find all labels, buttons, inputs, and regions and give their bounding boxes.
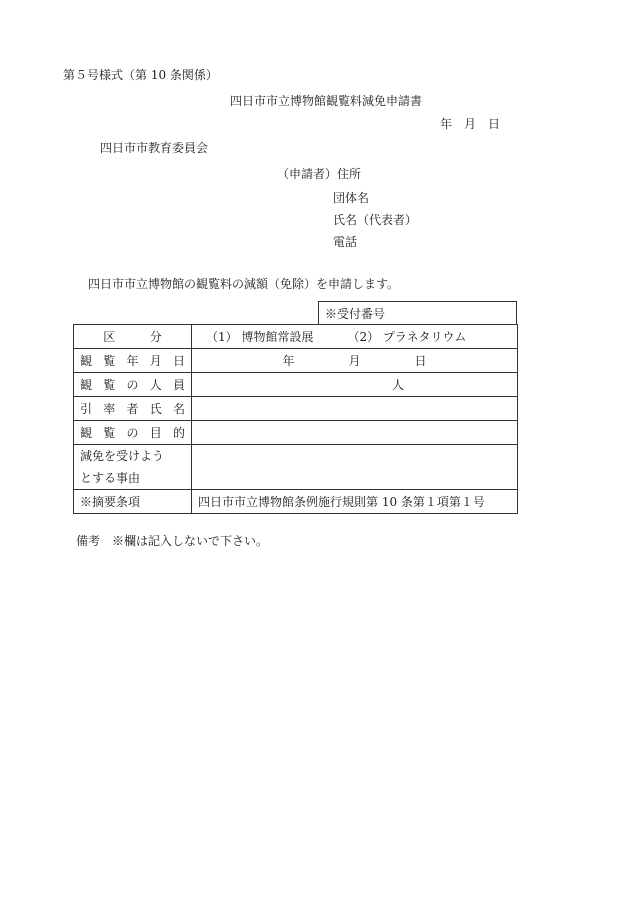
visitors-value-cell[interactable] <box>192 373 518 397</box>
remarks: 備考 ※欄は記入しないで下さい。 <box>76 534 269 548</box>
table-row-leader <box>74 397 518 421</box>
visit-year-unit: 年 <box>282 353 295 368</box>
label-char: 日 <box>172 353 185 368</box>
label-char: 引 <box>80 401 93 416</box>
category-option-museum[interactable]: （1） 博物館常設展 <box>206 329 314 344</box>
label-char: の <box>126 377 139 392</box>
table-row-visitors <box>74 373 518 397</box>
reason-label-line1: 減免を受けよう <box>80 449 165 463</box>
label-char: 氏 <box>149 401 162 416</box>
label-char: の <box>126 425 139 440</box>
summary-value-cell <box>192 490 518 514</box>
leader-value-cell[interactable] <box>192 397 518 421</box>
category-value-cell[interactable] <box>192 325 518 349</box>
label-char: 月 <box>149 353 162 368</box>
leader-label-cell <box>74 397 192 421</box>
reason-label-line2: とする事由 <box>80 471 141 485</box>
label-char: 目 <box>149 425 162 440</box>
table-row-visit-date <box>74 349 518 373</box>
category-option-planetarium[interactable]: （2） プラネタリウム <box>347 329 467 344</box>
label-char: 的 <box>172 425 185 440</box>
label-char: 率 <box>103 401 116 416</box>
purpose-label-cell <box>74 421 192 445</box>
document-title: 四日市市立博物館観覧料減免申請書 <box>230 94 423 108</box>
label-char: 者 <box>126 401 139 416</box>
visit-month-unit: 月 <box>348 353 361 368</box>
reason-label-cell <box>74 445 192 490</box>
applicant-address-label: （申請者）住所 <box>277 167 362 181</box>
visitors-label-cell <box>74 373 192 397</box>
category-label-char: 区 <box>103 329 116 344</box>
label-char: 覧 <box>103 377 116 392</box>
label-char: 覧 <box>103 425 116 440</box>
form-number: 第５号様式（第 10 条関係） <box>63 68 218 82</box>
addressee: 四日市市教育委員会 <box>100 141 209 155</box>
label-char: 覧 <box>103 353 116 368</box>
applicant-group-label: 団体名 <box>333 191 370 205</box>
reason-value-cell[interactable] <box>192 445 518 490</box>
receipt-number-box <box>318 301 517 324</box>
receipt-number-label: ※受付番号 <box>325 307 386 321</box>
label-char: 観 <box>80 425 93 440</box>
applicant-phone-label: 電話 <box>333 235 358 249</box>
label-char: 人 <box>149 377 162 392</box>
summary-label: ※摘要条項 <box>80 494 141 509</box>
label-char: 観 <box>80 377 93 392</box>
application-date: 年 月 日 <box>440 117 501 131</box>
visit-date-label-cell <box>74 349 192 373</box>
label-char: 員 <box>172 377 185 392</box>
category-label-cell <box>74 325 192 349</box>
table-row-reason <box>74 445 518 490</box>
table-row-category <box>74 325 518 349</box>
table-row-purpose <box>74 421 518 445</box>
summary-label-cell <box>74 490 192 514</box>
label-char: 観 <box>80 353 93 368</box>
label-char: 名 <box>172 401 185 416</box>
visit-date-value-cell[interactable] <box>192 349 518 373</box>
visitors-unit: 人 <box>391 377 404 392</box>
application-table <box>73 324 518 514</box>
table-row-summary <box>74 490 518 514</box>
visit-day-unit: 日 <box>414 353 427 368</box>
summary-value: 四日市市立博物館条例施行規則第 10 条第１項第１号 <box>198 494 485 509</box>
applicant-name-label: 氏名（代表者） <box>333 213 418 227</box>
label-char: 年 <box>126 353 139 368</box>
request-statement: 四日市市立博物館の観覧料の減額（免除）を申請します。 <box>88 277 400 291</box>
purpose-value-cell[interactable] <box>192 421 518 445</box>
category-label-char: 分 <box>149 329 162 344</box>
